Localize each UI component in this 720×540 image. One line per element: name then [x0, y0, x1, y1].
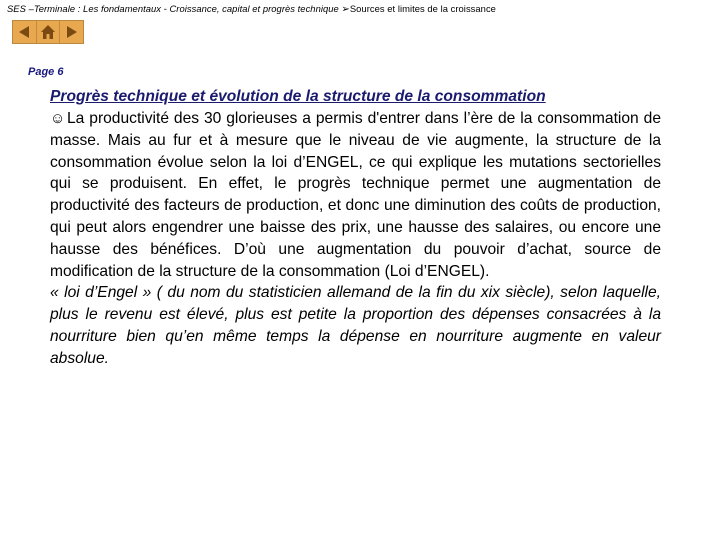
breadcrumb-main: SES –Terminale : Les fondamentaux - Croissance, capital et progrès technique — [7, 3, 342, 14]
smiley-bullet-icon: ☺ — [50, 110, 66, 127]
home-icon — [40, 24, 56, 40]
breadcrumb-sub: Sources et limites de la croissance — [349, 3, 496, 14]
home-button[interactable] — [37, 21, 61, 43]
arrow-right-icon — [65, 25, 79, 39]
engel-law-quote: « loi d’Engel » ( du nom du statisticien allemand de la fin du xix siècle), selon laquelle, plus le revenu est élevé, plus est petite la proportion des dépenses consacrées à la nourriture bien qu’en même temps la dépense en nourriture augmente en valeur absolue. — [50, 284, 661, 367]
next-button[interactable] — [60, 21, 83, 43]
arrow-left-icon — [17, 25, 31, 39]
previous-button[interactable] — [13, 21, 37, 43]
breadcrumb-arrow-icon: ➢ — [341, 4, 350, 15]
breadcrumb — [7, 3, 496, 15]
main-content — [50, 86, 661, 370]
navigation-bar — [12, 20, 84, 44]
page-number: Page 6 — [28, 66, 64, 78]
body-paragraph-text: La productivité des 30 glorieuses a permis d'entrer dans l’ère de la consommation de masse. Mais au fur et à mesure que le niveau de vie augmente, la structure de la consommation évolue selon la loi d’ENGEL, ce qui explique les mutations sectorielles qui se produisent. En effet, le progrès technique permet une augmentation de productivité des facteurs de production, et donc une diminution des coûts de production, qui peut alors engendrer une baisse des prix, une hausse des salaires, ou encore une hausse des bénéfices. D’où une augmentation du pouvoir d’achat, source de modification de la structure de la consommation (Loi d’ENGEL). — [50, 110, 661, 280]
section-title: Progrès technique et évolution de la structure de la consommation — [50, 88, 546, 105]
body-paragraph — [50, 108, 661, 282]
